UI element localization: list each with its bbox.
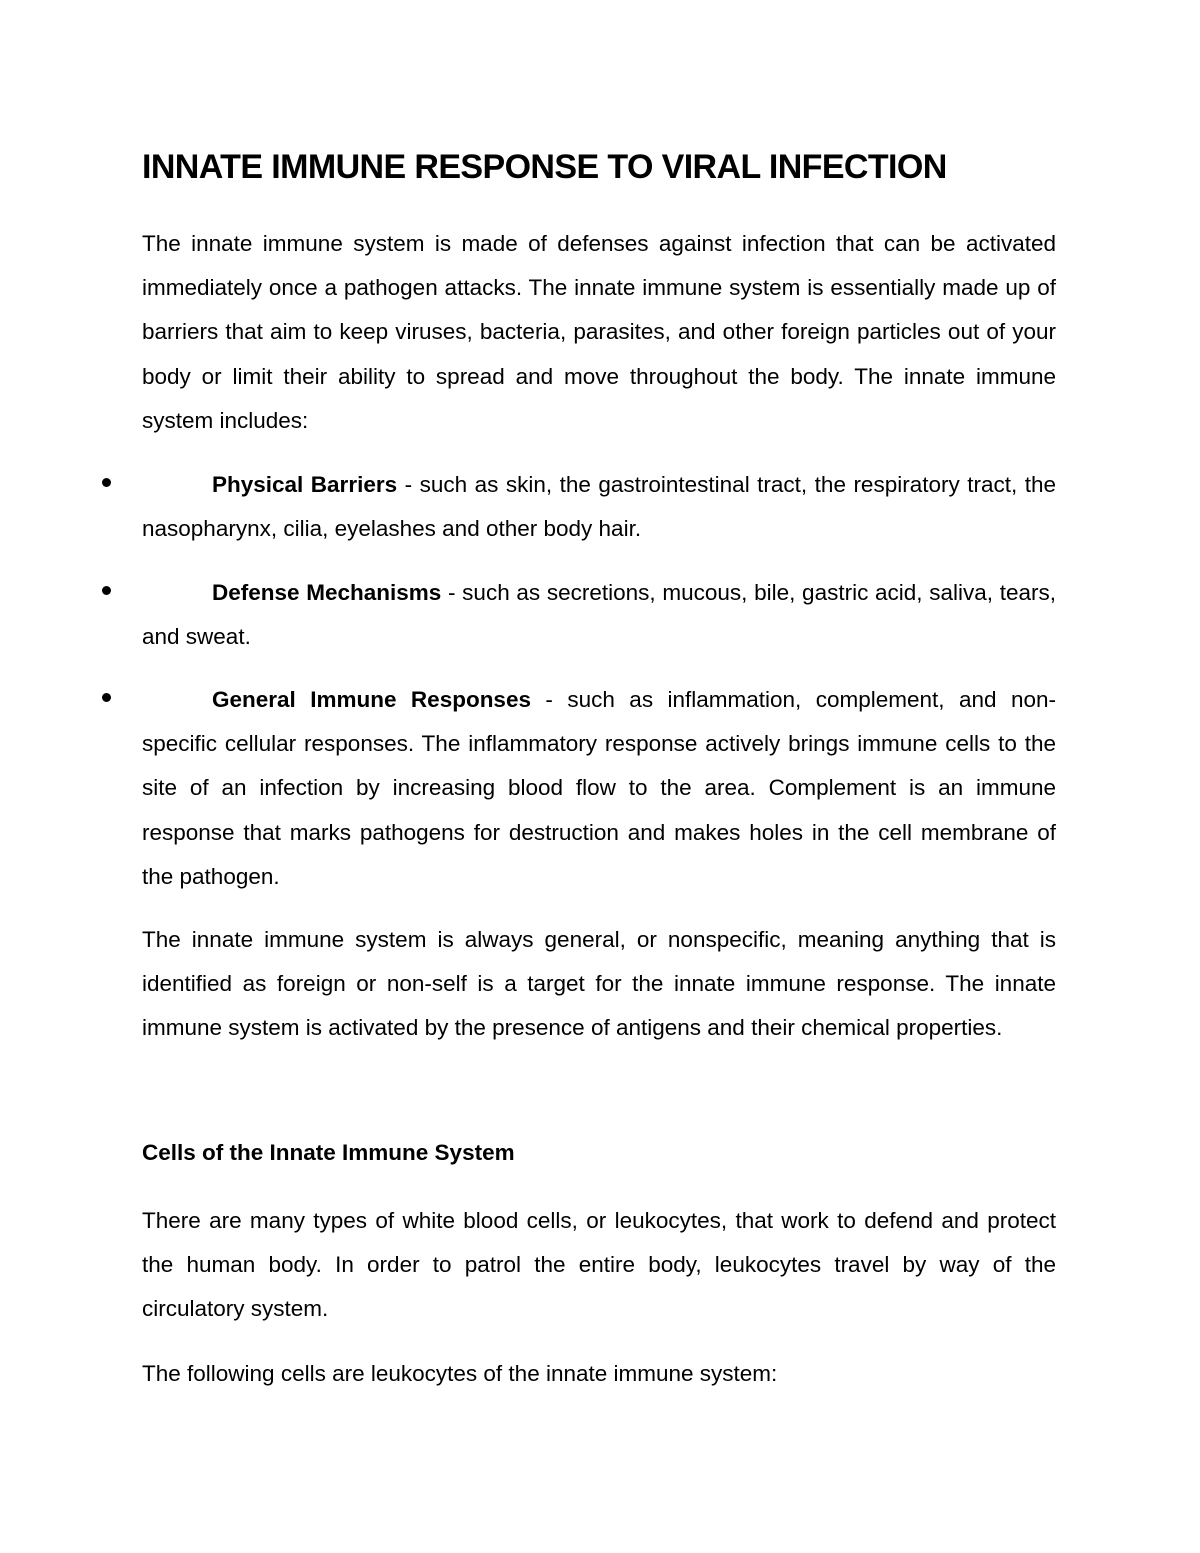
list-item-term: Physical Barriers bbox=[212, 472, 398, 497]
bullet-icon bbox=[102, 693, 111, 702]
intro-paragraph: The innate immune system is made of defenses against infection that can be activated immediately once a pathogen attacks. The innate immune system is essentially made up of barriers that aim to keep viruses, bacteria, parasites, and other foreign particles out of your body or limit their ability to spread and move throughout the body. The innate immune system includes: bbox=[142, 231, 1056, 433]
list-item-text: - such as secretions, mucous, bile, gastric acid, saliva, tears, and sweat. bbox=[142, 580, 1056, 650]
bullet-icon bbox=[102, 478, 111, 487]
nonspecific-paragraph: The innate immune system is always general, or nonspecific, meaning anything that is identified as foreign or non-self is a target for the innate immune response. The innate immune system is activated by the presence of antigens and their chemical properties. bbox=[142, 927, 1056, 1041]
list-item-text: - such as skin, the gastrointestinal tract, the respiratory tract, the nasopharynx, cilia, eyelashes and other body hair. bbox=[142, 472, 1056, 542]
document-title: INNATE IMMUNE RESPONSE TO VIRAL INFECTION bbox=[142, 148, 947, 186]
section-heading-cells: Cells of the Innate Immune System bbox=[142, 1140, 515, 1165]
following-cells-paragraph: The following cells are leukocytes of the innate immune system: bbox=[142, 1361, 778, 1386]
list-item-general-immune-responses bbox=[142, 678, 1056, 899]
list-item-term: Defense Mechanisms bbox=[212, 580, 442, 605]
list-item-term: General Immune Responses bbox=[212, 687, 531, 712]
list-item-physical-barriers bbox=[142, 463, 1056, 551]
bullet-icon bbox=[102, 586, 111, 595]
list-item-defense-mechanisms bbox=[142, 571, 1056, 659]
leukocytes-paragraph: There are many types of white blood cells, or leukocytes, that work to defend and protect the human body. In order to patrol the entire body, leukocytes travel by way of the circulatory system. bbox=[142, 1208, 1056, 1322]
list-item-text: - such as inflammation, complement, and non-specific cellular responses. The inflammatory response actively brings immune cells to the site of an infection by increasing blood flow to the area. Complement is an immune response that marks pathogens for destruction and makes holes in the cell membrane of the pathogen. bbox=[142, 687, 1056, 889]
